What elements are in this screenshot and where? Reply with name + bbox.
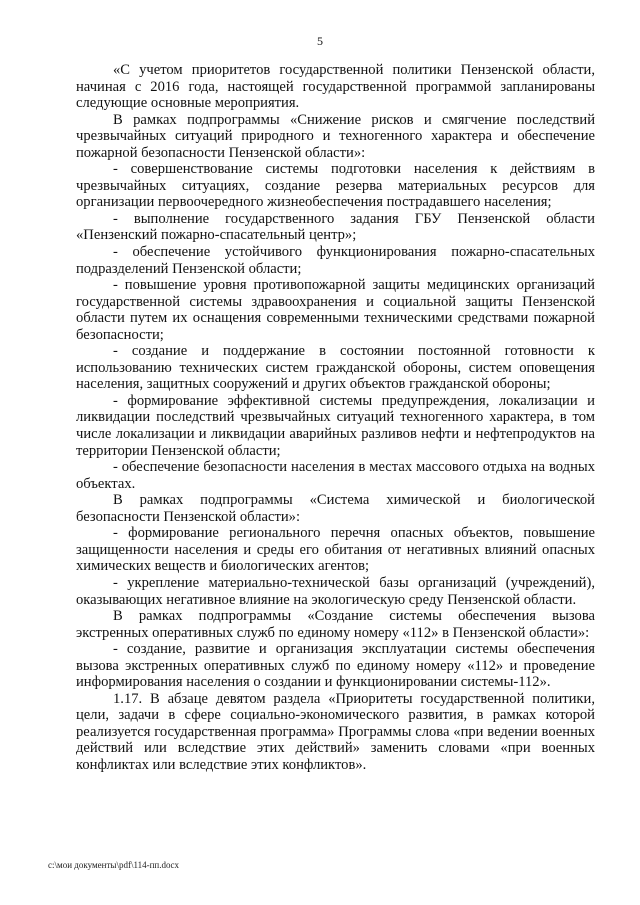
list-item: - укрепление материально-технической базы организаций (учреждений), оказывающих негативное влияние на экологическую среду Пензенской области. — [76, 574, 595, 608]
list-item: - формирование регионального перечня опасных объектов, повышение защищенности населения и среды его обитания от негативных влияний опасных химических веществ и биологических агентов; — [76, 525, 595, 575]
footer-file-path: c:\мои документы\pdf\114-пп.docx — [48, 860, 179, 870]
paragraph-subprogram-3-heading: В рамках подпрограммы «Создание системы обеспечения вызова экстренных оперативных служб по единому номеру «112» в Пензенской области»: — [76, 608, 595, 641]
list-item: - создание, развитие и организация эксплуатации системы обеспечения вызова экстренных оперативных служб по единому номеру «112» и проведение информирования населения о создании и функционировании системы-112». — [76, 641, 595, 691]
list-item: - обеспечение безопасности населения в местах массового отдыха на водных объектах. — [76, 459, 595, 492]
list-item: - создание и поддержание в состоянии постоянной готовности к использованию технических систем гражданской обороны, систем оповещения населения, защитных сооружений и других объектов гражданской обороны; — [76, 343, 595, 393]
paragraph-intro: «С учетом приоритетов государственной политики Пензенской области, начиная с 2016 года, настоящей государственной программой запланированы следующие основные мероприятия. — [76, 62, 595, 112]
document-body — [76, 62, 595, 774]
page-number: 5 — [317, 34, 323, 48]
list-item: - повышение уровня противопожарной защиты медицинских организаций государственной системы здравоохранения и социальной защиты Пензенской области путем их оснащения современными техническими средствами пожарной безопасности; — [76, 277, 595, 343]
list-item: - выполнение государственного задания ГБУ Пензенской области «Пензенский пожарно-спасательный центр»; — [76, 210, 595, 244]
paragraph-subprogram-2-heading: В рамках подпрограммы «Система химической и биологической безопасности Пензенской области»: — [76, 492, 595, 525]
paragraph-subprogram-1-heading: В рамках подпрограммы «Снижение рисков и смягчение последствий чрезвычайных ситуаций природного и техногенного характера и обеспечение пожарной безопасности Пензенской области»: — [76, 111, 595, 161]
list-item: - совершенствование системы подготовки населения к действиям в чрезвычайных ситуациях, создание резерва материальных ресурсов для организации первоочередного жизнеобеспечения пострадавшего населения; — [76, 161, 595, 211]
list-item: - формирование эффективной системы предупреждения, локализации и ликвидации последствий чрезвычайных ситуаций техногенного характера, в том числе локализации и ликвидации аварийных разливов нефти и нефтепродуктов на территории Пензенской области; — [76, 392, 595, 459]
list-item: - обеспечение устойчивого функционирования пожарно-спасательных подразделений Пензенской области; — [76, 244, 595, 277]
paragraph-amendment-1-17: 1.17. В абзаце девятом раздела «Приоритеты государственной политики, цели, задачи в сфере социально-экономического развития, в рамках которой реализуется государственная программа» Программы слова «при ведении военных действий или вследствие этих действий» заменить словами «при военных конфликтах или вследствие этих конфликтов». — [76, 690, 595, 773]
